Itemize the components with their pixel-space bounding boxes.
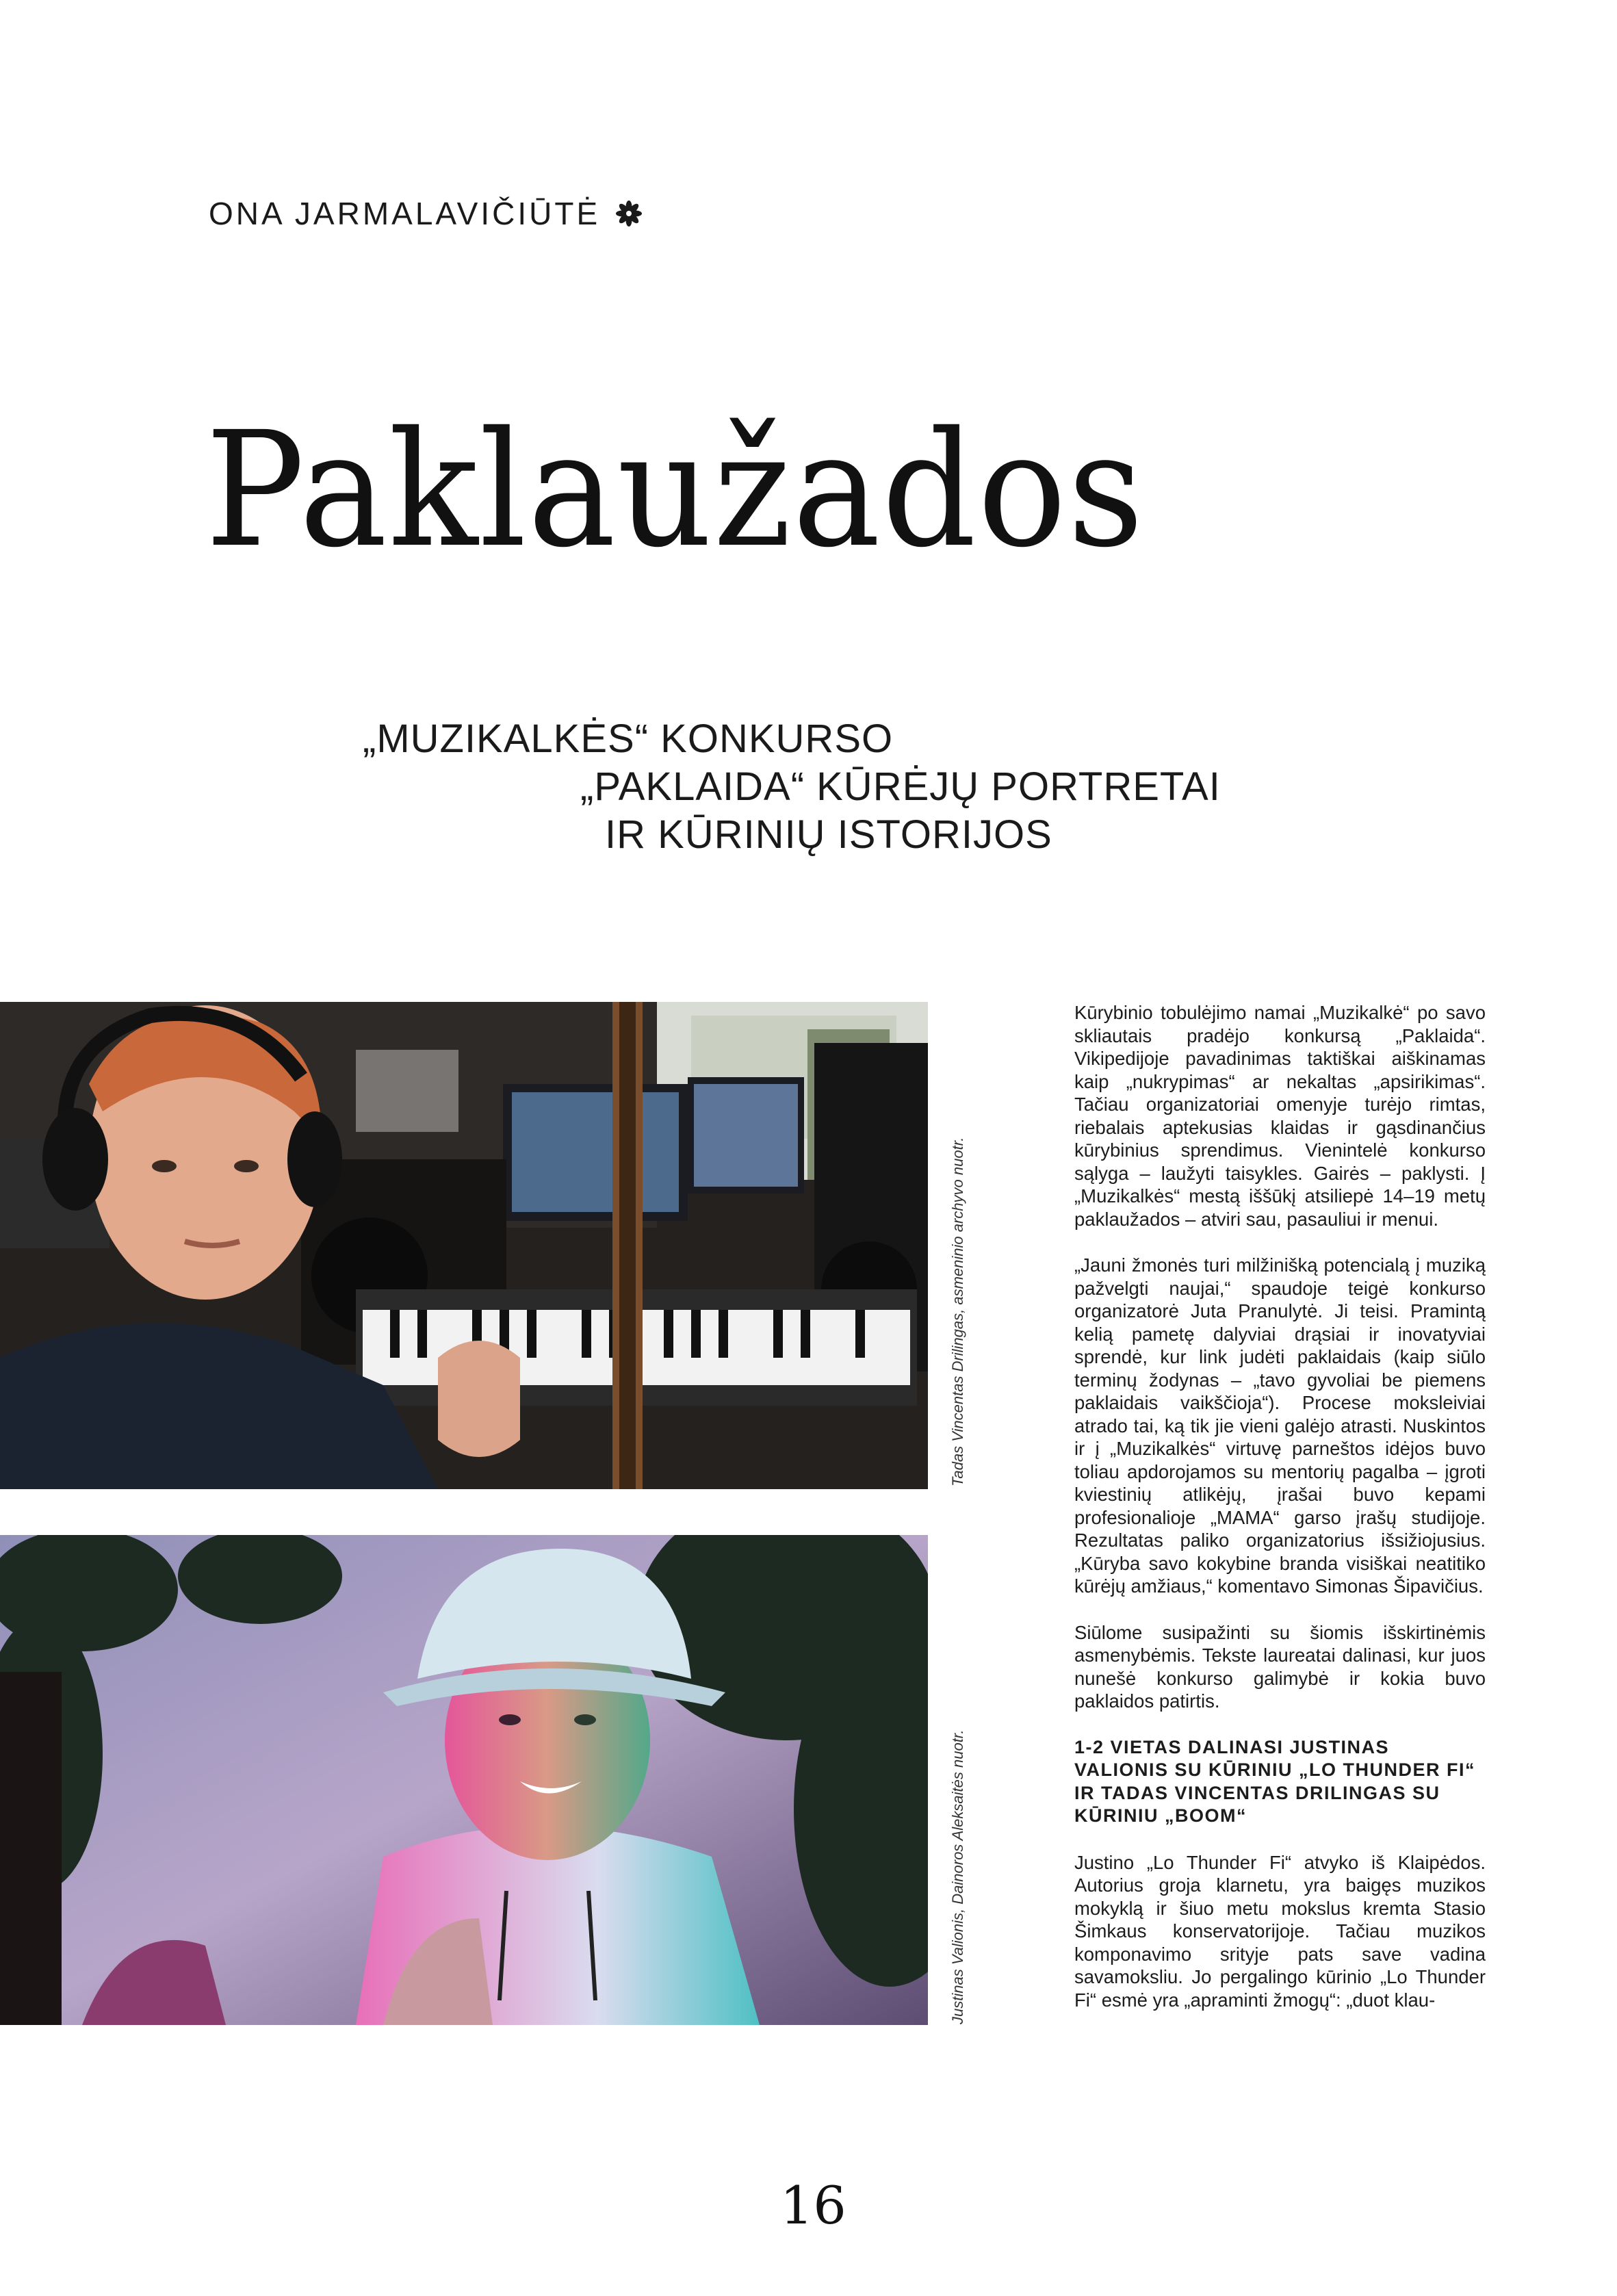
- subtitle-line-1: „MUZIKALKĖS“ KONKURSO: [363, 717, 894, 761]
- photo-credit-2: Justinas Valionis, Dainoros Aleksaitės nuotr.: [949, 1729, 966, 2024]
- section-heading: 1-2 VIETAS DALINASI JUSTINAS VALIONIS SU KŪRINIU „LO THUNDER FI“ IR TADAS VINCENTAS DRILINGAS SU KŪRINIU „BOOM“: [1074, 1736, 1476, 1826]
- article-title: Paklaužados: [205, 398, 1145, 582]
- author-byline: [209, 195, 643, 232]
- paragraph-justinas: Justino „Lo Thunder Fi“ atvyko iš Klaipėdos. Autorius groja klarnetu, yra baigęs muzikos mokyklą ir šiuo metu mokslus kremta Stasio Šimkaus konservatorijoje. Tačiau muzikos komponavimo srityje pats save vadina savamoksliu. Jo pergalingo kūrinio „Lo Thunder Fi“ esmė yra „apraminti žmogų“: „duot klau-: [1074, 1851, 1486, 2011]
- photo-credit-1: Tadas Vincentas Drilingas, asmeninio archyvo nuotr.: [949, 1137, 966, 1486]
- bucket-hat-portrait-photo: [0, 1535, 928, 2025]
- studio-portrait-photo: [0, 1002, 928, 1489]
- asterisk-flower-icon: [615, 200, 643, 227]
- subtitle-line-2: „PAKLAIDA“ KŪRĖJŲ PORTRETAI: [580, 764, 1221, 809]
- paragraph-quote: „Jauni žmonės turi milžinišką potencialą į muziką pažvelgti naujai,“ spaudoje teigė konkurso organizatorė Juta Pranulytė. Ji teisi. Pramintą kelią pametę dalyviai drąsiai ir inovatyviai sprendė, kur link judėti paklaidais (kaip siūlo terminų žodynas – „tavo gyvoliai be piemens paklaidais vaikščioja“). Procese moksleiviai atrado tai, ką tik jie vieni galėjo atrasti. Nuskintos ir į „Muzikalkės“ virtuvę parneštos idėjos buvo toliau apdorojamos su mentorių pagalba – įgroti kviestinių atlikėjų, įrašai buvo kepami profesionalioje „MAMA“ garso įrašų studijoje. Rezultatas paliko organizatorius išsižiojusius. „Kūryba savo kokybine branda visiškai neatitiko kūrėjų amžiaus,“ komentavo Simonas Šipavičius.: [1074, 1254, 1486, 1597]
- article-body: [1074, 1001, 1486, 2035]
- author-name: ONA JARMALAVIČIŪTĖ: [209, 196, 601, 231]
- paragraph-intro: Kūrybinio tobulėjimo namai „Muzikalkė“ po savo skliautais pradėjo konkursą „Paklaida“. Vikipedijoje pavadinimas taktiškai aiškinamas kaip „nukrypimas“ ar nekaltas „apsirikimas“. Tačiau organizatoriai omenyje turėjo rimtas, riebalais aptekusias klaidas ir gąsdinančius kūrybinius sprendimus. Vienintelė konkurso sąlyga – laužyti taisykles. Gairės – paklysti. Į „Muzikalkės“ mestą iššūkį atsiliepė 14–19 metų paklaužados – atviri sau, pasauliui ir menui.: [1074, 1002, 1486, 1230]
- paragraph-invitation: Siūlome susipažinti su šiomis išskirtinėmis asmenybėmis. Tekste laureatai dalinasi, kur juos nunešė konkurso galimybė ir kokia buvo paklaidos patirtis.: [1074, 1621, 1486, 1712]
- page-number: 16: [780, 2175, 846, 2236]
- subtitle-line-3: IR KŪRINIŲ ISTORIJOS: [605, 812, 1052, 857]
